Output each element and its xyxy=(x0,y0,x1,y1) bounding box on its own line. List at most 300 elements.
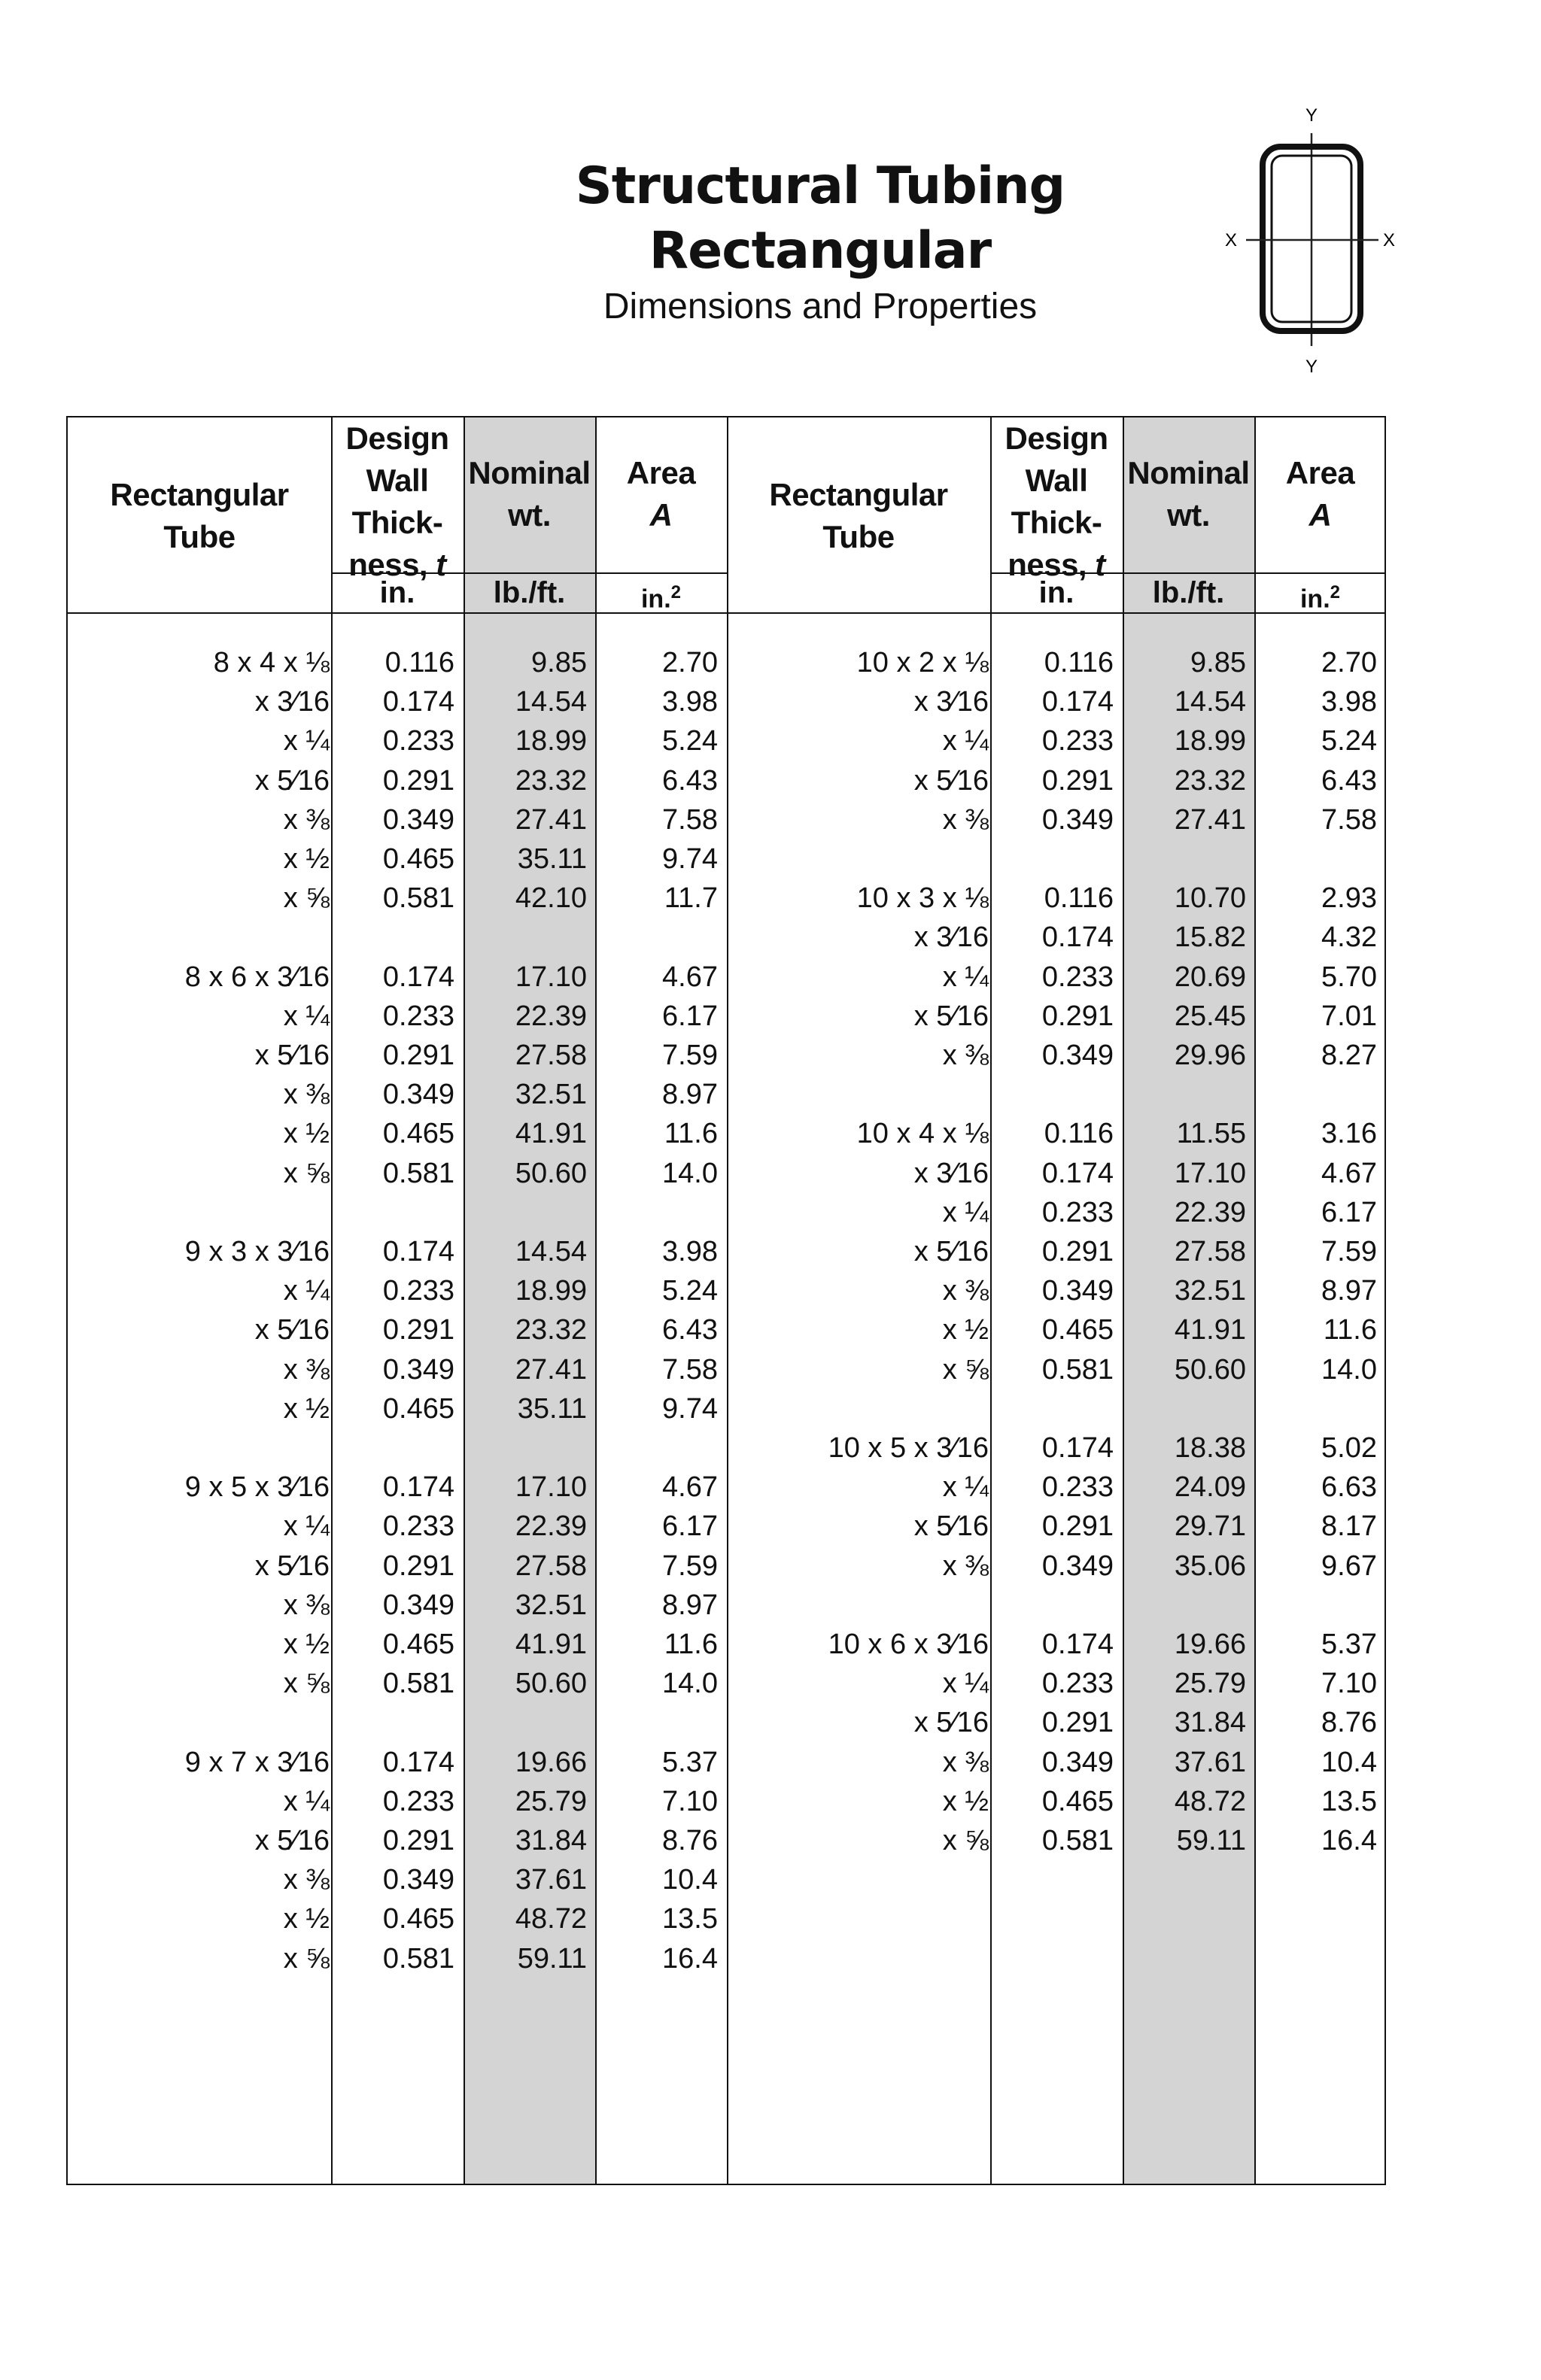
tube-size-cell: 8 x 6 x 3⁄16 xyxy=(184,961,330,993)
wall-thickness-cell: 0.174 xyxy=(382,961,454,993)
tube-size-cell: x ¼ xyxy=(283,1785,330,1817)
wall-thickness-cell: 0.581 xyxy=(382,1668,454,1700)
area-cell: 4.67 xyxy=(662,1471,718,1504)
table-row xyxy=(68,800,727,839)
table-row xyxy=(68,643,727,682)
wall-thickness-cell: 0.349 xyxy=(1041,1040,1114,1071)
tube-size-cell: x ¼ xyxy=(283,1275,330,1307)
table-row xyxy=(68,1860,727,1899)
nominal-weight-cell: 32.51 xyxy=(1174,1275,1246,1307)
area-cell: 14.0 xyxy=(662,1668,718,1700)
table-row xyxy=(68,682,727,721)
tube-size-cell: 10 x 6 x 3⁄16 xyxy=(828,1629,989,1660)
table-row xyxy=(68,1586,727,1625)
area-cell: 6.17 xyxy=(662,1000,718,1032)
table-row xyxy=(727,1821,1386,1860)
table-row xyxy=(68,1939,727,1978)
tube-size-cell: x 5⁄16 xyxy=(254,1550,330,1582)
nominal-weight-cell: 41.91 xyxy=(515,1629,587,1660)
area-cell: 5.70 xyxy=(1321,961,1377,993)
area-cell: 11.6 xyxy=(664,1118,718,1150)
tube-size-cell: x 3⁄16 xyxy=(913,686,989,718)
wall-thickness-cell: 0.349 xyxy=(382,803,454,836)
nominal-weight-cell: 42.10 xyxy=(515,882,587,915)
nominal-weight-cell: 27.41 xyxy=(515,1353,587,1386)
area-cell: 8.97 xyxy=(662,1079,718,1111)
area-cell: 14.0 xyxy=(662,1157,718,1189)
nominal-weight-cell: 25.79 xyxy=(1174,1668,1246,1700)
table-row xyxy=(68,1547,727,1586)
table-row xyxy=(68,1389,727,1428)
area-cell: 5.37 xyxy=(1321,1629,1377,1660)
tube-size-cell: x ¼ xyxy=(942,961,989,993)
header-tube-left: Rectangular Tube xyxy=(110,477,289,554)
nominal-weight-cell: 37.61 xyxy=(515,1864,587,1896)
wall-thickness-cell: 0.233 xyxy=(1041,1196,1114,1228)
nominal-weight-cell: 31.84 xyxy=(515,1825,587,1856)
table-row xyxy=(68,879,727,918)
table-row xyxy=(727,1036,1386,1075)
table-row xyxy=(68,1782,727,1821)
tube-size-cell: x ⅜ xyxy=(942,803,989,836)
area-cell: 5.37 xyxy=(662,1746,718,1778)
page-title-line-1: Structural Tubing xyxy=(575,156,1065,216)
area-cell: 8.76 xyxy=(1321,1707,1377,1739)
nominal-weight-cell: 31.84 xyxy=(1174,1707,1246,1739)
table-row xyxy=(727,1743,1386,1782)
table-row xyxy=(727,1350,1386,1389)
wall-thickness-cell: 0.581 xyxy=(1041,1825,1114,1856)
table-row xyxy=(727,800,1386,839)
wall-thickness-cell: 0.233 xyxy=(382,1000,454,1032)
area-cell: 11.6 xyxy=(1323,1314,1377,1346)
table-row xyxy=(68,1036,727,1075)
nominal-weight-cell: 11.55 xyxy=(1176,1118,1246,1150)
tube-size-cell: x 5⁄16 xyxy=(913,764,989,797)
wall-thickness-cell: 0.291 xyxy=(382,764,454,797)
nominal-weight-cell: 35.06 xyxy=(1174,1550,1246,1582)
nominal-weight-cell: 23.32 xyxy=(515,764,587,797)
nominal-weight-cell: 41.91 xyxy=(1174,1314,1246,1346)
tube-size-cell: x ⅝ xyxy=(283,1942,330,1975)
nominal-weight-cell: 32.51 xyxy=(515,1079,587,1111)
tube-size-cell: x ½ xyxy=(283,1392,330,1425)
wall-thickness-cell: 0.233 xyxy=(1041,725,1114,757)
nominal-weight-cell: 18.38 xyxy=(1174,1432,1246,1464)
wall-thickness-cell: 0.233 xyxy=(382,1510,454,1543)
nominal-weight-cell: 14.54 xyxy=(1174,686,1246,718)
tube-size-cell: x ⅝ xyxy=(283,882,330,915)
wall-thickness-cell: 0.233 xyxy=(382,1785,454,1817)
nominal-weight-cell: 59.11 xyxy=(1176,1825,1246,1856)
tube-size-cell: x ⅜ xyxy=(942,1275,989,1307)
nominal-weight-cell: 50.60 xyxy=(1174,1353,1246,1386)
tube-size-cell: x ⅜ xyxy=(942,1746,989,1778)
wall-thickness-cell: 0.465 xyxy=(382,1629,454,1660)
tube-size-cell: 10 x 2 x ⅛ xyxy=(856,647,989,678)
nominal-weight-cell: 22.39 xyxy=(515,1000,587,1032)
nominal-weight-cell: 50.60 xyxy=(515,1157,587,1189)
nominal-weight-cell: 59.11 xyxy=(517,1942,587,1975)
table-row xyxy=(68,1232,727,1271)
tube-size-cell: x ½ xyxy=(283,1118,330,1150)
table-row xyxy=(68,839,727,879)
area-cell: 13.5 xyxy=(1321,1785,1377,1817)
nominal-weight-cell: 23.32 xyxy=(1174,764,1246,797)
tube-size-cell: x ½ xyxy=(942,1314,989,1346)
table-row xyxy=(727,1782,1386,1821)
wall-thickness-cell: 0.174 xyxy=(382,1746,454,1778)
area-cell: 16.4 xyxy=(662,1942,718,1975)
area-cell: 10.4 xyxy=(1321,1746,1377,1778)
axis-label-x-right: X xyxy=(1382,230,1396,250)
wall-thickness-cell: 0.465 xyxy=(382,1392,454,1425)
page-title-line-2: Rectangular xyxy=(649,221,992,281)
nominal-weight-cell: 32.51 xyxy=(515,1589,587,1621)
header-nominal-left: Nominal wt. xyxy=(468,455,591,533)
properties-table xyxy=(66,416,1386,2185)
area-cell: 6.17 xyxy=(1321,1196,1377,1228)
wall-thickness-cell: 0.349 xyxy=(1041,803,1114,836)
area-cell: 6.43 xyxy=(662,764,718,797)
nominal-weight-cell: 14.54 xyxy=(515,1236,587,1267)
wall-thickness-cell: 0.174 xyxy=(382,1471,454,1504)
wall-thickness-cell: 0.174 xyxy=(1041,1629,1114,1660)
tube-size-cell: x 5⁄16 xyxy=(254,1040,330,1071)
tube-size-cell: x ⅜ xyxy=(942,1040,989,1071)
table-row xyxy=(727,643,1386,682)
wall-thickness-cell: 0.465 xyxy=(382,843,454,875)
wall-thickness-cell: 0.349 xyxy=(1041,1550,1114,1582)
table-row xyxy=(727,1154,1386,1193)
area-cell: 16.4 xyxy=(1321,1825,1377,1856)
tube-size-cell: x ⅜ xyxy=(283,1353,330,1386)
wall-thickness-cell: 0.291 xyxy=(1041,1707,1114,1739)
nominal-weight-cell: 27.41 xyxy=(515,803,587,836)
tube-size-cell: x ½ xyxy=(283,843,330,875)
area-cell: 7.58 xyxy=(662,1353,718,1386)
table-row xyxy=(68,1468,727,1507)
table-row xyxy=(68,1664,727,1703)
wall-thickness-cell: 0.116 xyxy=(384,647,454,678)
nominal-weight-cell: 15.82 xyxy=(1174,921,1246,954)
tube-size-cell: x ⅜ xyxy=(283,803,330,836)
tube-size-cell: x 5⁄16 xyxy=(254,1825,330,1856)
wall-thickness-cell: 0.349 xyxy=(382,1079,454,1111)
unit-area-left: in.$^2$ xyxy=(640,582,682,614)
tube-size-cell: x ⅝ xyxy=(942,1353,989,1386)
wall-thickness-cell: 0.349 xyxy=(382,1589,454,1621)
nominal-weight-cell: 25.79 xyxy=(515,1785,587,1817)
tube-size-cell: x 5⁄16 xyxy=(254,764,330,797)
area-cell: 5.02 xyxy=(1321,1432,1377,1464)
tube-size-cell: x 5⁄16 xyxy=(913,1000,989,1032)
nominal-weight-cell: 18.99 xyxy=(515,725,587,757)
nominal-weight-cell: 50.60 xyxy=(515,1668,587,1700)
table-row xyxy=(68,761,727,800)
nominal-weight-cell: 22.39 xyxy=(515,1510,587,1543)
wall-thickness-cell: 0.291 xyxy=(382,1314,454,1346)
nominal-weight-cell: 27.58 xyxy=(515,1550,587,1582)
nominal-weight-cell: 48.72 xyxy=(1174,1785,1246,1817)
wall-thickness-cell: 0.233 xyxy=(1041,1668,1114,1700)
area-cell: 2.70 xyxy=(1321,647,1377,678)
tube-size-cell: x ¼ xyxy=(283,725,330,757)
axis-label-x-left: X xyxy=(1224,230,1238,250)
wall-thickness-cell: 0.174 xyxy=(1041,1157,1114,1189)
table-row xyxy=(727,1547,1386,1586)
tube-size-cell: 10 x 5 x 3⁄16 xyxy=(828,1432,989,1464)
table-row xyxy=(727,997,1386,1036)
area-cell: 7.01 xyxy=(1321,1000,1377,1032)
header-area-left: Area A xyxy=(626,455,696,533)
tube-size-cell: 9 x 3 x 3⁄16 xyxy=(184,1236,330,1267)
area-cell: 7.10 xyxy=(662,1785,718,1817)
tube-size-cell: x 3⁄16 xyxy=(254,686,330,718)
wall-thickness-cell: 0.465 xyxy=(1041,1785,1114,1817)
area-cell: 13.5 xyxy=(662,1903,718,1935)
area-cell: 3.16 xyxy=(1321,1118,1377,1150)
wall-thickness-cell: 0.465 xyxy=(382,1903,454,1935)
area-cell: 7.59 xyxy=(662,1040,718,1071)
area-cell: 7.59 xyxy=(1321,1236,1377,1267)
tube-size-cell: x ¼ xyxy=(283,1000,330,1032)
area-cell: 3.98 xyxy=(1321,686,1377,718)
nominal-weight-cell: 9.85 xyxy=(1190,647,1246,678)
nominal-weight-cell: 29.96 xyxy=(1174,1040,1246,1071)
wall-thickness-cell: 0.174 xyxy=(1041,921,1114,954)
header-wall-right: Design Wall Thick- ness, t xyxy=(1005,420,1108,582)
tube-size-cell: 9 x 5 x 3⁄16 xyxy=(184,1471,330,1504)
area-cell: 8.76 xyxy=(662,1825,718,1856)
area-cell: 4.32 xyxy=(1321,921,1377,954)
wall-thickness-cell: 0.174 xyxy=(1041,1432,1114,1464)
table-row xyxy=(727,1193,1386,1232)
table-row xyxy=(727,1232,1386,1271)
area-cell: 9.74 xyxy=(662,843,718,875)
tube-size-cell: x ⅝ xyxy=(283,1668,330,1700)
table-row xyxy=(727,918,1386,957)
wall-thickness-cell: 0.349 xyxy=(382,1353,454,1386)
header-wall-left: Design Wall Thick- ness, t xyxy=(345,420,449,582)
area-cell: 9.67 xyxy=(1321,1550,1377,1582)
tube-size-cell: x 5⁄16 xyxy=(913,1510,989,1543)
wall-thickness-cell: 0.291 xyxy=(1041,1510,1114,1543)
tube-size-cell: x ½ xyxy=(283,1903,330,1935)
area-cell: 8.27 xyxy=(1321,1040,1377,1071)
rectangular-tube-section-icon xyxy=(1219,102,1400,380)
wall-thickness-cell: 0.233 xyxy=(382,725,454,757)
table-row xyxy=(727,1271,1386,1310)
table-row xyxy=(68,997,727,1036)
wall-thickness-cell: 0.233 xyxy=(382,1275,454,1307)
wall-thickness-cell: 0.581 xyxy=(1041,1353,1114,1386)
table-row xyxy=(727,1507,1386,1546)
table-row xyxy=(727,1468,1386,1507)
area-cell: 6.63 xyxy=(1321,1471,1377,1504)
area-cell: 10.4 xyxy=(662,1864,718,1896)
wall-thickness-cell: 0.174 xyxy=(382,1236,454,1267)
tube-size-cell: x ¼ xyxy=(942,1471,989,1504)
tube-size-cell: x 5⁄16 xyxy=(913,1236,989,1267)
table-row xyxy=(727,1703,1386,1742)
table-row xyxy=(68,1310,727,1349)
nominal-weight-cell: 27.58 xyxy=(515,1040,587,1071)
table-row xyxy=(68,1271,727,1310)
area-cell: 7.58 xyxy=(1321,803,1377,836)
wall-thickness-cell: 0.581 xyxy=(382,882,454,915)
area-cell: 4.67 xyxy=(662,961,718,993)
table-row xyxy=(68,1821,727,1860)
wall-thickness-cell: 0.291 xyxy=(382,1550,454,1582)
area-cell: 2.70 xyxy=(662,647,718,678)
nominal-weight-cell: 19.66 xyxy=(515,1746,587,1778)
table-row xyxy=(68,1114,727,1153)
table-row xyxy=(68,1154,727,1193)
nominal-weight-cell: 18.99 xyxy=(1174,725,1246,757)
axis-label-y-top: Y xyxy=(1305,105,1318,126)
tube-size-cell: 10 x 4 x ⅛ xyxy=(856,1118,989,1150)
wall-thickness-cell: 0.349 xyxy=(1041,1275,1114,1307)
table-row xyxy=(68,958,727,997)
title-block xyxy=(512,154,1129,330)
area-cell: 14.0 xyxy=(1321,1353,1377,1386)
nominal-weight-cell: 9.85 xyxy=(531,647,587,678)
table-row xyxy=(727,682,1386,721)
table-row xyxy=(68,721,727,760)
wall-thickness-cell: 0.291 xyxy=(1041,1000,1114,1032)
tube-size-cell: x ⅜ xyxy=(283,1589,330,1621)
area-cell: 8.97 xyxy=(662,1589,718,1621)
tube-size-cell: x ⅝ xyxy=(942,1825,989,1856)
nominal-weight-cell: 35.11 xyxy=(517,843,587,875)
table-row xyxy=(727,1664,1386,1703)
nominal-weight-cell: 14.54 xyxy=(515,686,587,718)
table-row xyxy=(68,1507,727,1546)
nominal-weight-cell: 41.91 xyxy=(515,1118,587,1150)
area-cell: 9.74 xyxy=(662,1392,718,1425)
wall-thickness-cell: 0.349 xyxy=(382,1864,454,1896)
table-row xyxy=(68,1899,727,1938)
area-cell: 7.10 xyxy=(1321,1668,1377,1700)
wall-thickness-cell: 0.581 xyxy=(382,1942,454,1975)
nominal-weight-cell: 27.41 xyxy=(1174,803,1246,836)
header-area-right: Area A xyxy=(1285,455,1355,533)
header-nominal-right: Nominal wt. xyxy=(1127,455,1250,533)
axis-label-y-bottom: Y xyxy=(1305,357,1318,377)
nominal-weight-cell: 17.10 xyxy=(1174,1157,1246,1189)
wall-thickness-cell: 0.116 xyxy=(1044,1118,1114,1150)
wall-thickness-cell: 0.465 xyxy=(1041,1314,1114,1346)
area-cell: 3.98 xyxy=(662,1236,718,1267)
nominal-weight-cell: 17.10 xyxy=(515,961,587,993)
area-cell: 11.6 xyxy=(664,1629,718,1660)
nominal-weight-cell: 35.11 xyxy=(517,1392,587,1425)
tube-size-cell: x ½ xyxy=(283,1629,330,1660)
nominal-weight-cell: 23.32 xyxy=(515,1314,587,1346)
wall-thickness-cell: 0.174 xyxy=(382,686,454,718)
wall-thickness-cell: 0.116 xyxy=(1044,882,1114,915)
table-row xyxy=(68,1075,727,1114)
wall-thickness-cell: 0.291 xyxy=(382,1040,454,1071)
table-row xyxy=(727,879,1386,918)
wall-thickness-cell: 0.116 xyxy=(1044,647,1114,678)
table-row xyxy=(68,1743,727,1782)
wall-thickness-cell: 0.465 xyxy=(382,1118,454,1150)
area-cell: 5.24 xyxy=(662,1275,718,1307)
area-cell: 5.24 xyxy=(1321,725,1377,757)
area-cell: 4.67 xyxy=(1321,1157,1377,1189)
unit-area-right: in.$^2$ xyxy=(1299,582,1341,614)
tube-size-cell: x 5⁄16 xyxy=(254,1314,330,1346)
wall-thickness-cell: 0.174 xyxy=(1041,686,1114,718)
unit-wall-left: in. xyxy=(379,576,415,609)
nominal-weight-cell: 22.39 xyxy=(1174,1196,1246,1228)
area-cell: 7.59 xyxy=(662,1550,718,1582)
table-row xyxy=(727,721,1386,760)
tube-size-cell: x 3⁄16 xyxy=(913,921,989,954)
table-row xyxy=(727,1625,1386,1664)
area-cell: 8.17 xyxy=(1321,1510,1377,1543)
wall-thickness-cell: 0.291 xyxy=(382,1825,454,1856)
unit-wall-right: in. xyxy=(1038,576,1074,609)
table-row xyxy=(68,1350,727,1389)
table-row xyxy=(727,1428,1386,1468)
tube-size-cell: 8 x 4 x ⅛ xyxy=(213,647,330,678)
tube-size-cell: x ¼ xyxy=(942,725,989,757)
wall-thickness-cell: 0.291 xyxy=(1041,764,1114,797)
table-row xyxy=(727,1114,1386,1153)
nominal-weight-cell: 18.99 xyxy=(515,1275,587,1307)
tube-size-cell: x ⅜ xyxy=(283,1079,330,1111)
tube-size-cell: x ½ xyxy=(942,1785,989,1817)
tube-size-cell: x 5⁄16 xyxy=(913,1707,989,1739)
nominal-weight-cell: 24.09 xyxy=(1174,1471,1246,1504)
area-cell: 6.43 xyxy=(662,1314,718,1346)
wall-thickness-cell: 0.233 xyxy=(1041,1471,1114,1504)
nominal-weight-cell: 10.70 xyxy=(1174,882,1246,915)
nominal-weight-cell: 25.45 xyxy=(1174,1000,1246,1032)
tube-size-cell: x ⅜ xyxy=(942,1550,989,1582)
nominal-weight-cell: 17.10 xyxy=(515,1471,587,1504)
area-cell: 11.7 xyxy=(664,882,718,915)
nominal-weight-cell: 48.72 xyxy=(515,1903,587,1935)
nominal-weight-cell: 29.71 xyxy=(1174,1510,1246,1543)
nominal-weight-cell: 27.58 xyxy=(1174,1236,1246,1267)
nominal-weight-cell: 20.69 xyxy=(1174,961,1246,993)
tube-size-cell: x ¼ xyxy=(283,1510,330,1543)
tube-size-cell: x ⅝ xyxy=(283,1157,330,1189)
area-cell: 5.24 xyxy=(662,725,718,757)
header-tube-right: Rectangular Tube xyxy=(769,477,948,554)
area-cell: 2.93 xyxy=(1321,882,1377,915)
wall-thickness-cell: 0.349 xyxy=(1041,1746,1114,1778)
table-row xyxy=(727,761,1386,800)
area-cell: 3.98 xyxy=(662,686,718,718)
wall-thickness-cell: 0.291 xyxy=(1041,1236,1114,1267)
nominal-weight-cell: 19.66 xyxy=(1174,1629,1246,1660)
wall-thickness-cell: 0.233 xyxy=(1041,961,1114,993)
page-subtitle: Dimensions and Properties xyxy=(603,287,1038,326)
nominal-weight-cell: 37.61 xyxy=(1174,1746,1246,1778)
unit-nominal-left: lb./ft. xyxy=(493,576,566,609)
tube-size-cell: x ¼ xyxy=(942,1196,989,1228)
tube-size-cell: 10 x 3 x ⅛ xyxy=(856,882,989,915)
wall-thickness-cell: 0.581 xyxy=(382,1157,454,1189)
tube-size-cell: x ¼ xyxy=(942,1668,989,1700)
area-cell: 6.17 xyxy=(662,1510,718,1543)
unit-nominal-right: lb./ft. xyxy=(1152,576,1225,609)
